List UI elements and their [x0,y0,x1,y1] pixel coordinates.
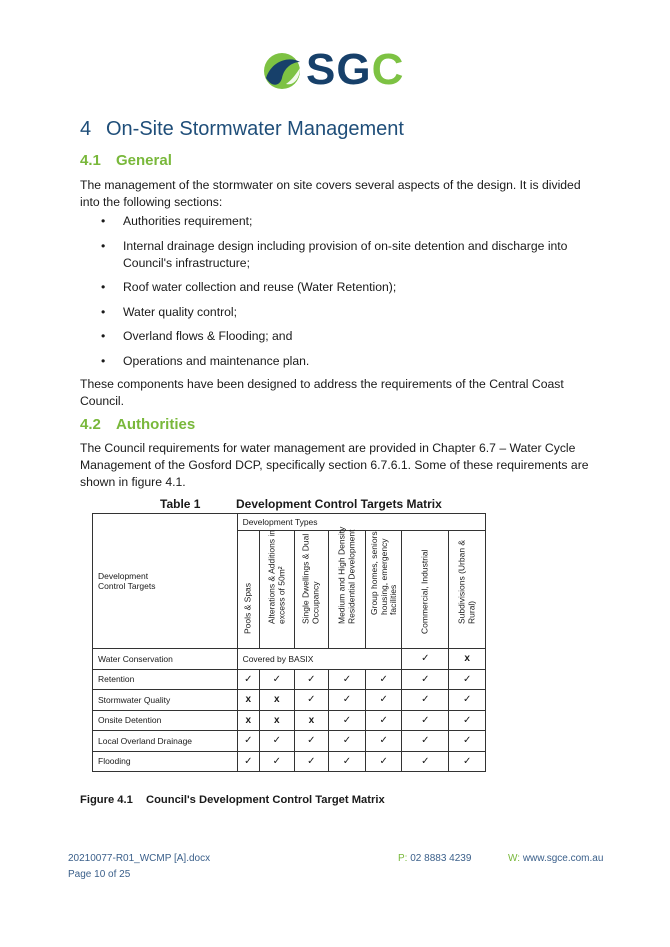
column-header: Group homes, seniors housing, emergency facilities [365,531,402,649]
table-row: Retention ✓ ✓ ✓ ✓ ✓ ✓ ✓ [93,669,486,690]
table-row: Flooding ✓ ✓ ✓ ✓ ✓ ✓ ✓ [93,751,486,772]
general-intro: The management of the stormwater on site covers several aspects of the design. It is divided into the following sections: [80,178,581,209]
list-item: • Overland flows & Flooding; and [101,329,293,343]
general-heading: 4.1 General [80,152,172,169]
table-title: Development Control Targets Matrix [236,497,442,511]
column-header: Pools & Spas [237,531,259,649]
table-row: Onsite Detention x x x ✓ ✓ ✓ ✓ [93,710,486,731]
table-row: Water Conservation Covered by BASIX ✓ x [93,649,486,670]
list-item: • Water quality control; [101,304,238,319]
development-control-matrix [92,513,486,772]
sgc-logo [262,45,412,96]
footer-phone: P: 02 8883 4239 [398,853,472,864]
table-row: Stormwater Quality x x ✓ ✓ ✓ ✓ ✓ [93,690,486,711]
column-header: Commercial, Industrial [402,531,449,649]
table-label: Table 1 [160,497,201,511]
figure-caption: Figure 4.1 Council's Development Control Target Matrix [80,794,385,806]
table-row: Local Overland Drainage ✓ ✓ ✓ ✓ ✓ ✓ ✓ [93,731,486,752]
column-header: Single Dwellings & Dual Occupancy [294,531,329,649]
footer-page-number: Page 10 of 25 [68,869,131,880]
section-number: 4 [80,118,92,140]
logo-wordmark: SGC [306,45,405,94]
list-item: • Internal drainage design including provision of on-site detention and discharge into Council's infrastructure; [101,238,568,270]
general-closing: These components have been designed to address the requirements of the Central Coast Council. [80,377,564,408]
list-item: • Roof water collection and reuse (Water Retention); [101,280,397,294]
column-header: Subdivisions (Urban & Rural) [449,531,486,649]
general-bullet-list [80,213,595,377]
column-header: Alterations & Additions in excess of 50m² [259,531,294,649]
footer-doc-name: 20210077-R01_WCMP [A].docx [68,853,211,864]
basix-cell: Covered by BASIX [237,649,402,670]
corner-label: Development Control Targets [93,514,238,649]
authorities-body: The Council requirements for water management are provided in Chapter 6.7 – Water Cycle Management of the Gosford DCP, specifically section 6.7.6.1. Some of these requirements are shown in figure 4.1. [80,441,589,489]
section-title: On-Site Stormwater Management [106,118,404,140]
list-item: • Operations and maintenance plan. [101,353,310,368]
sgc-swirl-icon [262,48,306,94]
group-header: Development Types [237,514,485,531]
list-item: • Authorities requirement; [101,214,253,228]
section-heading [80,118,404,141]
authorities-heading: 4.2 Authorities [80,416,196,433]
footer-website: W: www.sgce.com.au [508,853,604,864]
column-header: Medium and High Density Residential Development [329,531,366,649]
